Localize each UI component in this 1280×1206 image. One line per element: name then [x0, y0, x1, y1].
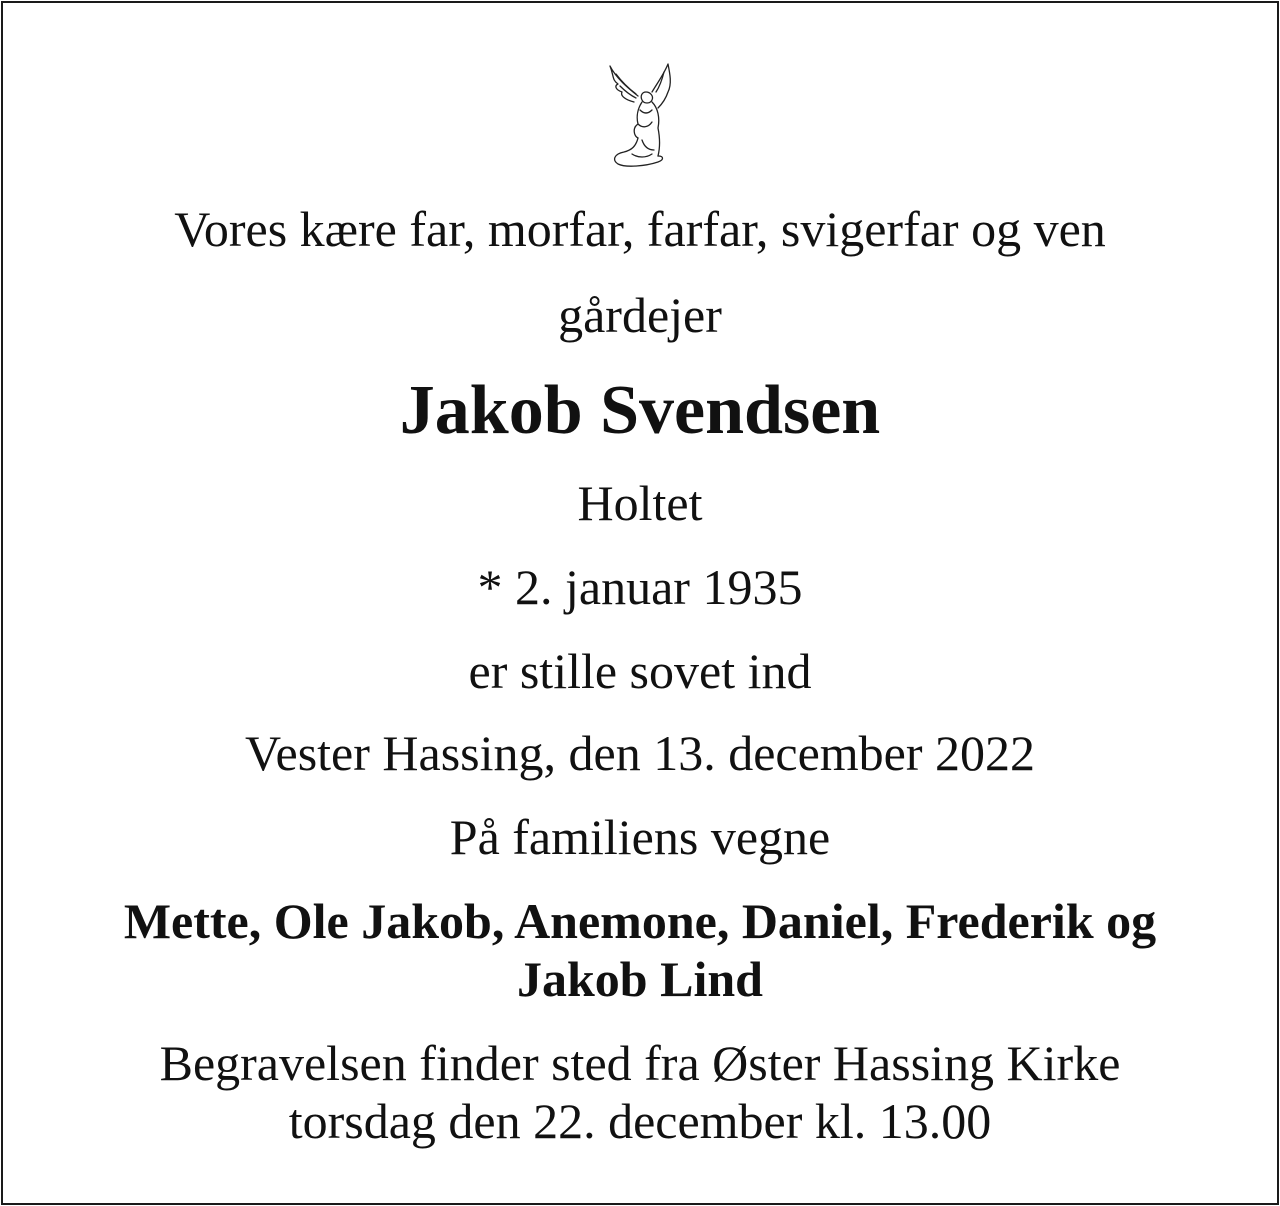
- occupation-text: gårdejer: [558, 287, 722, 343]
- location-date-text: Vester Hassing, den 13. december 2022: [244, 725, 1036, 781]
- on-behalf-text: På familiens vegne: [449, 809, 831, 865]
- angel-icon: [602, 62, 678, 170]
- funeral-line-2: torsdag den 22. december kl. 13.00: [288, 1093, 992, 1149]
- home-place-text: Holtet: [577, 475, 703, 531]
- signers-line-2: Jakob Lind: [517, 951, 763, 1007]
- funeral-line-1: Begravelsen finder sted fra Øster Hassing Kirke: [159, 1035, 1121, 1091]
- birth-date-text: * 2. januar 1935: [477, 559, 803, 615]
- deceased-name: Jakob Svendsen: [399, 372, 881, 449]
- passed-away-text: er stille sovet ind: [468, 643, 812, 699]
- intro-text: Vores kære far, morfar, farfar, svigerfar og ven: [174, 201, 1106, 257]
- signers-line-1: Mette, Ole Jakob, Anemone, Daniel, Frederik og: [123, 893, 1157, 949]
